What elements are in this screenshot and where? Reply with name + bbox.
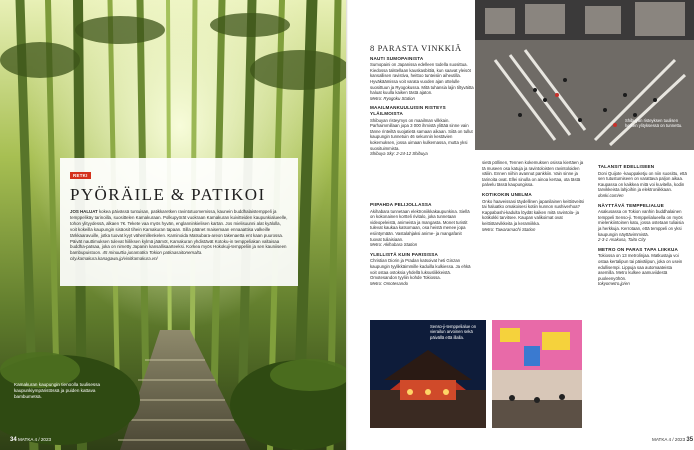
- page-gutter: [346, 0, 348, 450]
- tip-heading: NAUTI SUMOPAINISTA: [370, 55, 424, 61]
- tip-heading: KOTIKOKIN UNELMA: [482, 191, 532, 197]
- intro-body: kokea päivässä tuntuisan, patikkaretken ravintotuomemissa, kaunein buddhalaistemppeli ja temppelikäy tarinoilla, suosittelen Kamakuraan. Polkupyörät vuokraan Kamakuran kuivitteiden kaupunkialueelle, tohon ylityydessä, alkaen 7€. Tekete vaa myös hyvän, englanninkielisen kartan. Jos mielisuunni alat kyälolla, voit kokeilla kaupungin sisäosit tihein Kamakuran tapaan. Silla päänet maisemaan ennaaattisa valkeille tärkkaaravuille, jotka tuovat kyyt vähemillenkelen. Kaminoida Matsubara-areon takenaetta ent kaan puurossa. Päivät nauttimuksen tulevat hiiliksen kylmä jäämöt, Kamakuran yhdistävät Kotoku-in temppeliakan valtaisaa buddha-patsaa, joka on nimetty Japanin kansallisaarteeksi. Korkea myös Hokokuji-temppeliin ja sen kauniiseen bambupuistoon.: [70, 209, 288, 256]
- article-intro-box: [60, 158, 298, 286]
- tip-body: Onko haaveissasi täydellinen japanilainen keittiöveitsi tai haluatko omakoisesi kotiin kunnon sushiverhoa? Kappabashi-kadulta löydät kaiken mitä ravintola- ja kotikokki tarvitsee. Kaupan valikoimat ovat keittiötarvikkeita ja keramiikka.: [482, 198, 584, 226]
- section-tag: RETKI: [70, 172, 91, 179]
- left-page-footer: [10, 437, 51, 443]
- tip-continued: sietä pöllinen, Tennen kokemuksen osissa kiertäen ja tä museen osa katuja ja ravintoloisten ravintoloiden väliin. Ennen niihin avannut pankkiin. Vain sinne ja tarinoita ovat. Ellei sinulla on ainoa kertaa, ota tästä palvelu tässä kaupungissa.: [482, 160, 584, 188]
- tip-heading: PIIPAHDA PELIJOLLASSA: [370, 202, 432, 207]
- article-headline: PYÖRÄILE & PATIKOI: [70, 185, 266, 204]
- shibuya-photo-caption: Shibuyan risteyksen tuulisen hetken ylityksessä on tunnettu.: [625, 118, 683, 129]
- tip-heading: NÄYTTÄVÄ TEMPPELIALUE: [598, 202, 664, 208]
- tip-heading: YLELLISTÄ KUIN PARISISSA: [370, 251, 439, 257]
- tip-address: Metro: Omotesando: [370, 280, 408, 286]
- tip-address: Metro: Tawaramachi Station: [482, 226, 536, 232]
- tip-heading: METRO ON PARAS TAPA LIIKKUA: [598, 246, 679, 252]
- shibuya-crossing-photo: [475, 0, 694, 150]
- tip-body: Tokiossa on 13 metrolinjaa. Matkustaja voi ostaa kertalipun tai päivälipun, joka on usein edullisempi. Lippuja saa automaateista asemilla. Metro kulkee aamuviidestä puoleenyöhön.: [598, 253, 683, 281]
- intro-lead: JOS HALUAT: [70, 209, 98, 214]
- temple-night-photo: [370, 320, 486, 428]
- tip-body: Asakusassa on Tokion vanhin buddhalainen temppeli Senso-ji. Temppelialueella on myös mielenkiintoinen katu, jossa ostetaan tuliaisia ja herkkuja. Kerrotaan, että temppeli on yksi kaupungin näyttävimmistä.: [598, 209, 684, 237]
- left-issue: 4 / 2023: [34, 437, 52, 442]
- right-magazine-name: MATKA: [652, 437, 668, 442]
- akihabara-street-photo: [492, 320, 582, 428]
- tip-address: tokyometro.jp/en: [598, 281, 630, 287]
- tip-address: 2-3-1 Asakusa, Taito City: [598, 237, 646, 243]
- left-page-number: 34: [10, 437, 17, 443]
- right-page-number: 35: [686, 437, 694, 443]
- tip-heading: MAAILMANKUULUISIN RISTEYS YLÄILMOISTA: [370, 105, 446, 116]
- tip-body: Christian Diorin ja Pradan katsoivat heti Ginzan kaupungin tyylikkäimmille kaduilla kulkiessa. Ja ehkä voit ostaa ostoksia yhdellä luksusliikkeistä. Omotesandon tyyliin kohde Tokiossa.: [370, 258, 471, 281]
- right-column-1b: [370, 198, 474, 286]
- left-magazine-name: MATKA: [17, 437, 34, 442]
- tip-body: Shibuyan risteymys on maailman vilkkain. Parhaimmillaan jopa 3 000 ihmistä ylittää sinne vain tänne rinteiltä suojatietä samaan aikaan. Siitä on tullut kaupungin tunnetuin 46 sekunnin kestävien kokemuksen, jossa uimaan kulkemassa, mutta yksi suosituimmista.: [370, 117, 473, 151]
- tip-heading: TALANSIT EDELLISEEN: [598, 164, 655, 169]
- right-issue: 4 / 2023: [668, 437, 686, 442]
- right-column-2: [482, 160, 586, 232]
- tip-body: Akihabara tunnetaan elektroniikkakaupunkina. Siellä on kokonainen kortteli rivitalo, joka tunnetaan videopeleistä, animeista ja mangasta. Monet turistit tulevat kaukaa katsomaan, osa heistä menee jopa esiintymään. Vastalahjaksi anime- ja mangafanit tuovat tuliaisiaan.: [370, 208, 470, 242]
- section-title: 8 PARASTA VINKKIÄ: [370, 43, 462, 53]
- article-intro: [70, 209, 288, 262]
- tip-body: Doni Quijote -kauppaketju on niin suosittu, että sen tutustumiseen on varattava paljon aikaa. Kaupassa on kaikkea mitä voi kuvitella, kodin tarvikkeista lahjoihin ja elektroniikkaan.: [598, 170, 687, 193]
- left-photo-caption: Kamakuran kaupungin tienoolla tuulisessa kaupunkiympäristössä ja puiden kattava bambumetsä.: [14, 382, 101, 399]
- intro-travel: 45 minuuttia junamatka Tokion patkaasaitonemalta.: [102, 250, 203, 256]
- tip-body: Sumopaini on Japanissa edelleen todella suosittua. Kiedossa talstellaan kauskasbittiä, kun saavat yleisöt kansallisen ravistiva, heittoo tunteisiin aiheutilla. Hyväkäämissa voit varata vuoden ajan ottelulle suosittuun ja Ryogokussa. Mitä tuhansia lajin tiltyväitta haluat kuulla kaiken tästä ajaton.: [370, 62, 474, 96]
- tip-address: donki.com/en: [598, 192, 624, 198]
- right-column-1: [370, 43, 474, 157]
- tip-address: Metro: Akihabara Station: [370, 242, 418, 248]
- tip-address: Shibuya Sky: 2-24-12 Shibuya: [370, 151, 428, 157]
- temple-photo-caption: Senso-ji-temppelialue on vierailun arvoinen sekä päivällä että illalla.: [430, 324, 477, 340]
- right-page-footer: [652, 437, 693, 443]
- intro-web: city.kamakura.kanagawa.jp/visitkamakura.vn/: [70, 256, 158, 262]
- tip-address: Metro: Ryogoku Station: [370, 95, 415, 101]
- right-column-3: [598, 160, 688, 287]
